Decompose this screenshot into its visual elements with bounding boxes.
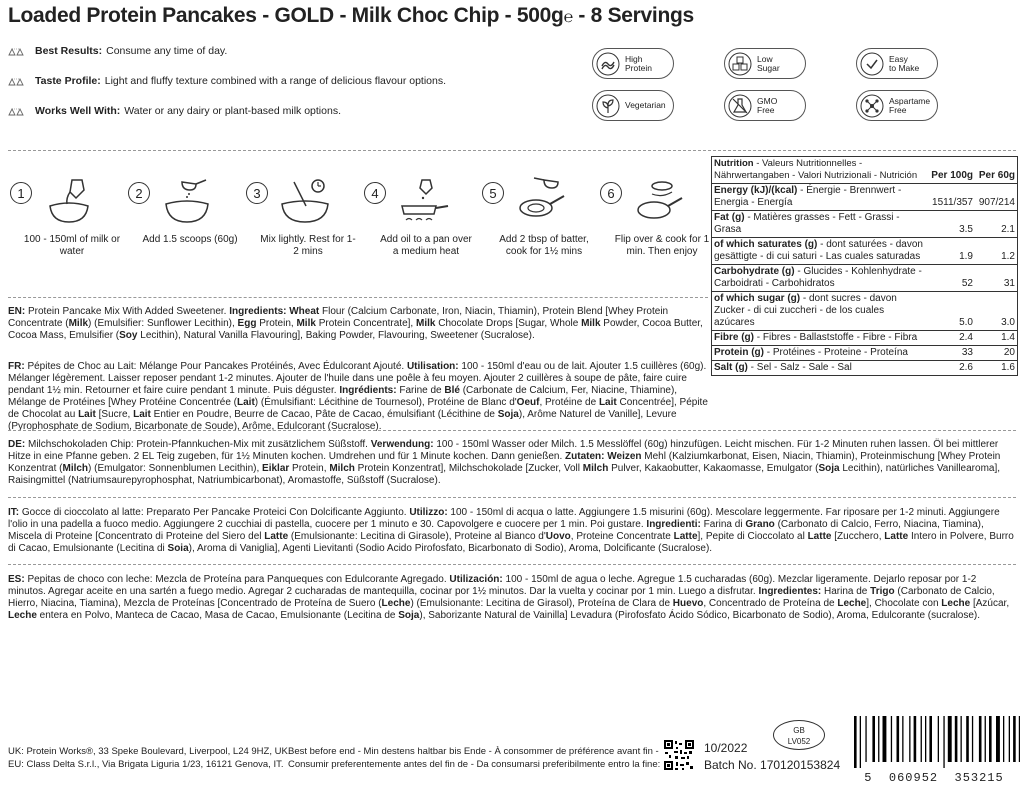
ingredient-bold: Soja [398, 610, 420, 621]
nutrition-row [712, 265, 1017, 292]
ingredient-bold: Soja [818, 463, 840, 474]
divider-de [8, 497, 1016, 498]
barcode-bar [985, 716, 986, 762]
badge-label-line1: High [625, 53, 643, 64]
value-per100: 2.4 [929, 331, 975, 346]
barcode-bar [860, 716, 861, 768]
step-number: 2 [128, 182, 150, 204]
ingredient-text: Intero in Polvere, Burro di Cacao, Emulsionante (Lecitina di [8, 531, 1014, 554]
nutrient-name [712, 211, 929, 238]
ingredient-text: ), Saborizante Natural de Vainilla] Levadura (Pirofosfato Ácido Sódico, Bicarbonato de Sodio), Aroma, Edulcorante (sucralose). [419, 610, 981, 621]
ingredient-text: Pulver, Kakaobutter, Kakaomasse, Emulgator ( [608, 463, 819, 474]
ingredient-bold: Lait [133, 409, 151, 420]
info-text: Water or any dairy or plant-based milk options. [124, 105, 341, 117]
step-text: Flip over & cook for 1 min. Then enjoy [614, 234, 710, 257]
value-per60: 1.4 [975, 331, 1017, 346]
health-mark-oval [773, 720, 825, 750]
pan-batter-icon [514, 176, 568, 226]
nutrient-name-translations: - Matières grasses - Fett - Grassi - Grasa [714, 212, 900, 235]
ingredient-bold: DE: [8, 439, 28, 450]
ingredient-text: Protein Konzentrat], Milchschokolade [Zucker, Voll [354, 463, 583, 474]
value-per60: 2.1 [975, 211, 1017, 238]
nutrient-name-en: of which sugar (g) [714, 293, 801, 304]
barcode-bar [972, 716, 973, 762]
ingredient-bold: Huevo [672, 598, 704, 609]
nutrient-name-en: of which saturates (g) [714, 239, 818, 250]
nutrient-name-en: Salt (g) [714, 362, 748, 373]
nutrient-name-translations: - Énergie - Brennwert - Energia - Energía [714, 185, 902, 208]
ingredient-bold: Leche [8, 610, 37, 621]
barcode-bar [979, 716, 982, 762]
info-row [8, 45, 227, 57]
ingredient-bold: Egg [237, 318, 257, 329]
ingredients-de [8, 439, 1016, 487]
step-number: 1 [10, 182, 32, 204]
value-per60: 31 [975, 265, 1017, 292]
badge-label-line1: GMO [757, 95, 778, 106]
flask-icon [728, 94, 752, 118]
nutrient-name-translations: - dont saturées - davon gesättigte - di cui saturi - Las cuales saturadas [714, 239, 923, 262]
barcode-bar [921, 716, 922, 762]
nutrition-row [712, 331, 1017, 346]
badge [724, 90, 806, 121]
ingredient-bold: Verwendung: [370, 439, 434, 450]
badge [856, 90, 938, 121]
barcode-bar [854, 716, 857, 768]
divider-steps [8, 297, 708, 298]
date-code: 10/2022 [704, 741, 748, 755]
title-servings: - 8 Servings [572, 4, 694, 27]
ingredient-bold: Latte [264, 531, 289, 542]
nutrient-name [712, 331, 929, 346]
ingredient-bold: Utilisation: [406, 361, 459, 372]
badge-label-line1: Easy [889, 53, 908, 64]
triangle-bullet-icon [8, 77, 24, 86]
ingredient-text: Protein, [256, 318, 297, 329]
badge [592, 90, 674, 121]
ingredient-text: Flour (Calcium Carbonate, Iron, Niacin, Thiamin), Protein Blend [Whey Protein Concentrate ( [8, 306, 669, 329]
ingredients-it [8, 507, 1016, 555]
nutrient-name-translations: - dont sucres - davon Zucker - di cui zuccheri - de los cuales azúcares [714, 293, 897, 328]
info-label: Taste Profile: [35, 75, 101, 87]
ingredient-text: ) (Émulsifiant: Lécithine de Tournesol), Protéine de Blanc d' [254, 397, 517, 408]
badge-label [757, 97, 777, 115]
info-label: Best Results: [35, 45, 103, 57]
ingredient-text: entera en Polvo, Manteca de Cacao, Masa de Cacao, Emulsionante (Lecitina de [36, 610, 399, 621]
ingredient-text: ) (Emulsifier: Sunflower Lecithin), [88, 318, 238, 329]
nutrition-row [712, 292, 1017, 331]
barcode-bar [1019, 716, 1020, 762]
badge-label-line1: Aspartame [889, 95, 931, 106]
ingredient-text: , Concentrado de Proteína de [703, 598, 838, 609]
value-per60: 20 [975, 346, 1017, 361]
molecule-icon [860, 94, 884, 118]
ingredient-text: Lecithin), natürliches Vanillearoma], Raisingmittel (Natriumsaurepyrophosphat, Natriumbicarbonat), Aromastoffe, Süßstoff (Sucralose). [8, 463, 1001, 486]
barcode-bar [1003, 716, 1004, 762]
ingredient-bold: Milk [415, 318, 436, 329]
ingredient-text: Entier en Poudre, Beurre de Cacao, Pâte de Cacao, émulsifiant (Lécithine de [150, 409, 498, 420]
ingredient-text: Farine de [396, 385, 445, 396]
divider-it [8, 564, 1016, 565]
barcode-bar [914, 716, 917, 762]
value-per60: 1.2 [975, 238, 1017, 265]
sugar-cubes-icon [728, 52, 752, 76]
ingredient-text: Concentrée], Pépite de Chocolat au [8, 397, 708, 420]
triangle-bullet-icon [8, 107, 24, 116]
nutrition-row [712, 211, 1017, 238]
eu-address: EU: Class Delta S.r.l., Via Brigata Liguria 1/23, 16121 Genova, IT. [8, 759, 284, 770]
value-per100: 2.6 [929, 361, 975, 376]
scoop-bowl-icon [160, 176, 214, 226]
ingredient-bold: Milch [329, 463, 355, 474]
ingredient-text: ], Pepite di Cioccolato al [697, 531, 808, 542]
ingredient-bold: IT: [8, 507, 22, 518]
step-text: Add 1.5 scoops (60g) [142, 234, 238, 245]
ingredient-bold: Soja [497, 409, 519, 420]
ingredient-bold: Lait [78, 409, 96, 420]
estimated-mark: ℮ [563, 9, 573, 26]
nutrition-table [711, 156, 1018, 376]
nutrient-name [712, 361, 929, 376]
barcode-bar [929, 716, 932, 762]
addresses [8, 745, 290, 771]
nutrient-name-translations: - Glucides - Kohlenhydrate - Carboidrati - Carbohidratos [714, 266, 922, 289]
value-per100: 3.5 [929, 211, 975, 238]
ingredient-bold: Blé [444, 385, 460, 396]
nutrition-row [712, 184, 1017, 211]
badge-label-line2: Free [757, 104, 775, 115]
mix-timer-icon [278, 176, 332, 226]
value-per60: 3.0 [975, 292, 1017, 331]
protein-icon [596, 52, 620, 76]
nutrient-name-en: Carbohydrate (g) [714, 266, 795, 277]
ingredient-bold: Ingredients: Wheat [229, 306, 320, 317]
badge-label [889, 55, 919, 73]
ingredient-bold: FR: [8, 361, 28, 372]
ingredient-text: Protein Pancake Mix With Added Sweetener. [28, 306, 230, 317]
ingredient-bold: Milch [62, 463, 89, 474]
barcode-bar [891, 716, 892, 762]
barcode-bar [865, 716, 866, 762]
info-text: Consume any time of day. [106, 45, 228, 57]
ingredient-text: ], Chocolate con [866, 598, 942, 609]
barcode-bar [909, 716, 910, 762]
ingredient-text: 100 - 150ml de agua o leche. Agregue 1.5 cucharadas (60g). Mezclar ligeramente. Dejarlo reposar por 1-2 minutos. Agregar aceite en una sartén a fuego medio. Agregar 2 cucharadas de mantequilla, cocinar por 1½ minutos. Dar la vuelta y cocinar por 1 min. Luego a disfrutar. [8, 574, 977, 597]
barcode-bar [955, 716, 958, 762]
ingredient-bold: Latte [807, 531, 832, 542]
ingredient-bold: Zutaten: Weizen [565, 451, 642, 462]
ingredient-bold: Latte [884, 531, 909, 542]
barcode-bar [925, 716, 926, 762]
ingredient-text: ) (Emulgator: Sonnenblumen Lecithin), [88, 463, 263, 474]
ingredient-bold: Soy [119, 330, 138, 341]
ingredient-bold: Latte [673, 531, 698, 542]
ingredient-text: 100 - 150ml d'eau ou de lait. Ajouter 1.5 cuillères (60g). Mélanger légèrement. Laisser reposer pendant 1-2 minutes. Ajouter de l'huile dans une poêle à feu moyen. Ajouter 2 cuillères à soupe de pâte, faire cuire pendant 1½ min. Retourner et faire cuire pendant 1 minute. Puis déguster. [8, 361, 707, 396]
nutrition-row [712, 238, 1017, 265]
ingredient-bold: Utilización: [449, 574, 503, 585]
nutrition-grid [712, 157, 1017, 376]
ingredient-bold: Lait [598, 397, 617, 408]
ingredients-fr [8, 361, 708, 433]
divider-fr [8, 430, 1016, 431]
value-per100: 1511/357 [929, 184, 975, 211]
badge-label [757, 55, 780, 73]
barcode-bar [883, 716, 887, 762]
col-per60: Per 60g [975, 157, 1017, 184]
step-text: 100 - 150ml of milk or water [23, 234, 121, 257]
step-number: 4 [364, 182, 386, 204]
barcode-bar [878, 716, 879, 762]
barcode-bar [961, 716, 962, 762]
value-per60: 907/214 [975, 184, 1017, 211]
ingredient-bold: Milk [68, 318, 89, 329]
step-text: Mix lightly. Rest for 1-2 mins [260, 234, 356, 257]
ingredient-text: Pépites de Choc au Lait: Mélange Pour Pancakes Protéinés, Avec Édulcorant Ajouté. [27, 361, 407, 372]
value-per100: 5.0 [929, 292, 975, 331]
uk-address: UK: Protein Works®, 33 Speke Boulevard, Liverpool, L24 9HZ, UK. [8, 746, 291, 757]
nutrition-row [712, 361, 1017, 376]
value-per60: 1.6 [975, 361, 1017, 376]
ingredient-bold: Ingredienti: [646, 519, 701, 530]
barcode-bar [872, 716, 875, 762]
nutrition-header [712, 157, 929, 184]
ingredient-bold: Trigo [870, 586, 895, 597]
ingredient-bold: Uovo [545, 531, 571, 542]
step-text: Add oil to a pan over a medium heat [380, 234, 472, 257]
ingredient-bold: Leche [837, 598, 867, 609]
nutrition-rows [712, 184, 1017, 376]
ingredient-bold: Leche [381, 598, 411, 609]
ingredient-text: ) (Emulsionante: Lecitina de Girasol), Proteína de Clara de [410, 598, 673, 609]
ingredient-bold: EN: [8, 306, 28, 317]
badge-label-line2: to Make [889, 62, 920, 73]
ingredient-text: ), Aroma di Vaniglia], Agenti Lievitanti (Sodio Acido Pirofosfato, Bicarbonato di Sodio), Aroma, Dolcificante (Sucralose). [188, 543, 713, 554]
badge-label [625, 55, 652, 73]
nutrient-name [712, 238, 929, 265]
nutrient-name-translations: - Protéines - Proteine - Proteína [764, 347, 908, 358]
pan-oil-icon [396, 176, 450, 226]
ingredient-text: , Proteine Concentrate [570, 531, 674, 542]
leaf-icon [596, 94, 620, 118]
step-text: Add 2 tbsp of batter, cook for 1½ mins [499, 234, 589, 257]
badge-label-line2: Free [889, 104, 907, 115]
ingredient-bold: Soia [167, 543, 189, 554]
nutrient-name-en: Fibre (g) [714, 332, 754, 343]
nutrition-header-label: Nutrition [714, 158, 754, 169]
ingredient-bold: Oeuf [516, 397, 540, 408]
title-main: Loaded Protein Pancakes - GOLD - Milk Choc Chip - 500g [8, 4, 564, 27]
product-title [8, 4, 694, 28]
step-number: 3 [246, 182, 268, 204]
ingredients-en [8, 306, 708, 342]
ingredient-text: 100 - 150ml di acqua o latte. Aggiungere 1.5 misurini (60g). Mescolare leggermente. Far riposare per 1-2 minuti. Aggiungere l'olio in una padella a fuoco medio. Aggiungere 2 cucchiai di pastella, cuocere per 1 minuto e 30. Capovolgere e cuocere per 1 min. Poi gustare. [8, 507, 1000, 530]
triangle-bullet-icon [8, 47, 24, 56]
nutrient-name-en: Protein (g) [714, 347, 764, 358]
barcode-bar [996, 716, 1000, 762]
badge [856, 48, 938, 79]
ingredient-text: Protein Concentrate], [315, 318, 416, 329]
best-before [288, 745, 660, 771]
ingredient-text: (Carbonato di Calcio, Ferro, Niacina, Tiamina), Miscela di Proteine [Concentrato di Proteine del Siero del [8, 519, 984, 542]
barcode-bar [902, 716, 903, 762]
divider-top [8, 150, 1016, 151]
ingredient-text: , Protéine de [539, 397, 599, 408]
barcode-bars [848, 716, 1020, 768]
ingredient-bold: Utilizzo: [409, 507, 448, 518]
ingredient-text: (Carbonato de Calcio, Hierro, Niacina, Tiamina), Mezcla de Proteínas [Concentrado de Proteína de Suero ( [8, 586, 995, 609]
ingredient-text: Gocce di cioccolato al latte: Preparato Per Pancake Proteici Con Dolcificante Aggiunto. [21, 507, 410, 518]
nutrition-header-rest: - Valeurs Nutritionnelles - Nährwertangaben - Valori Nutrizionali - Nutrición [714, 158, 918, 181]
barcode-bar [966, 716, 969, 762]
step-number: 6 [600, 182, 622, 204]
ingredient-text: Harina de [821, 586, 871, 597]
oval-code: LV052 [787, 737, 811, 746]
ingredient-text: Milchschokoladen Chip: Protein-Pfannkuchen-Mix mit zusätzlichem Süßstoff. [28, 439, 371, 450]
pour-milk-icon [42, 176, 96, 226]
nutrient-name [712, 292, 929, 331]
ingredient-text: [Sucre, [95, 409, 134, 420]
ingredient-text: Powder, Cocoa Butter, Cocoa Mass, Emulsifier ( [8, 318, 703, 341]
step-number: 5 [482, 182, 504, 204]
nutrition-row [712, 346, 1017, 361]
ingredient-text: 100 - 150ml Wasser oder Milch. 1.5 Messlöffel (60g) hinzufügen. Leicht mischen. Für 1-2 Minuten ruhen lassen. Öl bei mittlerer Hitze in eine Pfanne geben. 2 EL Teig zugeben, für 1½ Minuten kochen. Umdrehen und für 1 Minute kochen. Dann genießen. [8, 439, 999, 462]
value-per100: 52 [929, 265, 975, 292]
info-row [8, 75, 446, 87]
barcode-bar [989, 716, 992, 762]
badge [592, 48, 674, 79]
ingredient-bold: Milk [581, 318, 601, 329]
info-row [8, 105, 341, 117]
ingredient-text: Pepitas de choco con leche: Mezcla de Proteína para Panqueques con Edulcorante Agregado. [27, 574, 450, 585]
nutrient-name [712, 265, 929, 292]
barcode-bar [1009, 716, 1010, 762]
ingredient-bold: Ingrédients: [339, 385, 397, 396]
ingredient-text: Lecithin), Natural Vanilla Flavouring], Baking Powder, Flavouring, Sweetener (Sucralose). [137, 330, 535, 341]
info-label: Works Well With: [35, 105, 121, 117]
barcode-bar [897, 716, 900, 762]
barcode-bar [943, 716, 944, 768]
info-text: Light and fluffy texture combined with a range of delicious flavour options. [104, 75, 447, 87]
barcode-bar [938, 716, 939, 762]
ingredient-text: Mehl (Kalziumkarbonat, Eisen, Niacin, Thiamin), Proteinmischung [Whey Protein Konzentrat ( [8, 451, 1001, 474]
value-per100: 1.9 [929, 238, 975, 265]
nutrient-name-en: Energy (kJ)/(kcal) [714, 185, 798, 196]
ingredient-text: (Carbonate de Calcium, Fer, Niacine, Thiamine), Mélange de Protéines [Whey Protéine Concentrée ( [8, 385, 678, 408]
easy-icon [860, 52, 884, 76]
barcode [848, 716, 1020, 785]
ingredient-bold: Grano [745, 519, 775, 530]
ingredient-text: ), Arôme Naturel de Vanille], Levure (Pyrophosphate de Sodium, Bicarbonate de Soude), Arôme, Edulcorant (Sucralose). [8, 409, 677, 432]
nutrient-name [712, 346, 929, 361]
badge-label-line2: Protein [625, 62, 652, 73]
badge-label-line1: Low [757, 53, 773, 64]
nutrition-header-row [712, 157, 1017, 184]
value-per100: 33 [929, 346, 975, 361]
oval-country: GB [793, 726, 805, 735]
ingredient-text: Farina di [700, 519, 746, 530]
ingredient-bold: Ingredientes: [758, 586, 822, 597]
ingredient-bold: Milk [296, 318, 316, 329]
ingredient-bold: Leche [941, 598, 971, 609]
best-before-line1: Best before end - Min destens haltbar bis Ende - À consommer de préférence avant fin - [288, 746, 659, 757]
nutrient-name-en: Fat (g) [714, 212, 745, 223]
ingredient-text: [Azúcar, [970, 598, 1010, 609]
best-before-line2: Consumir preferentemente antes del fin de - Da consumarsi preferibilmente entro la fine: [288, 759, 661, 770]
ingredient-text: Chocolate Drops [Sugar, Whole [435, 318, 582, 329]
ingredient-bold: Eiklar [262, 463, 290, 474]
nutrient-name [712, 184, 929, 211]
badge-label-line2: Sugar [757, 62, 780, 73]
badge-label [889, 97, 930, 115]
badge [724, 48, 806, 79]
barcode-bar [948, 716, 952, 762]
ingredient-text: Protein, [289, 463, 330, 474]
ingredient-bold: Milch [582, 463, 609, 474]
nutrient-name-translations: - Sel - Salz - Sale - Sal [747, 362, 852, 373]
ingredient-text: (Emulsionante: Lecitina di Girasole), Proteine al Bianco d' [288, 531, 546, 542]
ingredients-es [8, 574, 1016, 622]
badge-label [625, 101, 666, 110]
flip-pancake-icon [632, 176, 686, 226]
barcode-number: 5 060952 353215 [864, 771, 1004, 785]
ingredient-text: [Zucchero, [831, 531, 885, 542]
barcode-bar [1013, 716, 1016, 762]
badge-label-line1: Vegetarian [625, 100, 666, 110]
qr-code [664, 740, 694, 775]
ingredient-bold: Lait [237, 397, 255, 408]
nutrient-name-translations: - Fibres - Ballaststoffe - Fibre - Fibra [754, 332, 918, 343]
batch-number: Batch No. 170120153824 [704, 758, 841, 772]
col-per100: Per 100g [929, 157, 975, 184]
ingredient-bold: ES: [8, 574, 28, 585]
